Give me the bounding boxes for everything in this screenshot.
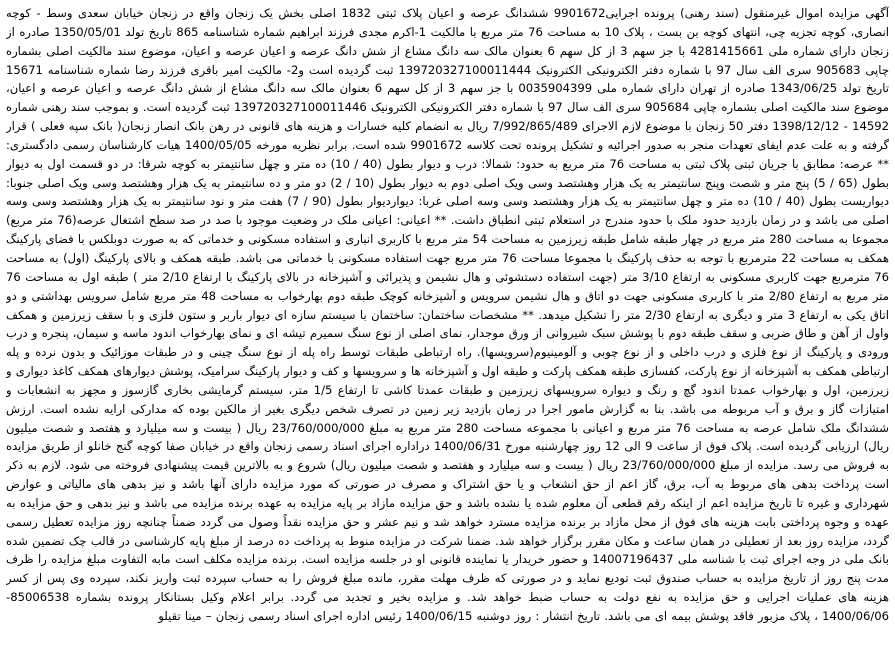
auction-notice-text: آگهی مزایده اموال غیرمنقول (سند رهنی) پرونده اجرایی9901672 ششدانگ عرصه و اعیان پلاک ثبتی 1832 اصلی بخش یک زنجان واقع در زنجان خیابان سعدی وسط - کوچه انصاری، کوچه تجزیه چی، انتهای کوچه بن بست ، پلاک 10 به مساحت 76 متر مربع با مالکیت 1-اکرم مجدی فرزند ابراهیم شماره شناسنامه 865 تاریخ تولد 1350/05/01 صادره از زنجان دارای شماره ملی 4281415661 با جز سهم 3 از کل سهم 6 بعنوان مالک سه دانگ مشاع از شش دانگ عرصه و اعیان عرصه و اعیان، موضوع سند مالکیت اصلی بشماره چاپی 905683 سری الف سال 97 با شماره دفتر الکترونیکی الکترونیک 139720327100011444 ثبت گردیده است و2- مالکیت امیر باقری فرزند رضا شماره شناسنامه 15671 تاریخ تولد 1343/06/25 صادره از تهران دارای شماره ملی 0035904399 با جز سهم 3 از کل سهم 6 بعنوان مالک سه دانگ مشاع از شش دانگ عرصه و اعیان عرصه و اعیان، موضوع سند مالکیت اصلی بشماره چاپی 905684 سری الف سال 97 با شماره دفتر الکترونیکی الکترونیک 139720327100011446 ثبت گردیده است. و بموجب سند رهنی شماره 14592 - 1398/12/12 دفتر 50 زنجان با موضوع لازم الاجرای 7/992/865/489 ریال به انضمام کلیه خسارات و هزینه های قانونی در رهن بانک انصار زنجان( بانک سپه فعلی ) قرار گرفته و به علت عدم ایفای تعهدات منجر به صدور اجرائیه و تشکیل پرونده تحت کلاسه 9901672 شده است. برابر نظریه مورخه 1400/05/05 هیات کارشناسان رسمی دادگستری: ** عرصه: مطابق با جریان ثبتی پلاک ثبتی به مساحت 76 متر مربع به حدود: شمالا: درب و دیوار بطول (40 / 10) ده متر و چهل سانتیمتر به کوچه شرقا: در دو قسمت اول به دیوار بطول (65 / 5) پنج متر و شصت وپنج سانتیمتر به یک هزار وهشتصد وسی ویک اصلی دوم به دیوار بطول (10 / 2) دو متر و ده سانتیمتر به یک هزار وهشتصد وسی ویک اصلی جنوبا: دیواریست بطول (40 / 10) ده متر و چهل سانتیمتر به یک هزار وهشتصد وسی وسه اصلی غربا: دیواردیوار بطول (90 / 7) هفت متر و نود سانتیمتر به یک هزار وهشتصد وسی وسه اصلی می باشد و در زمان بازدید حدود ملک با حدود مندرج در استعلام ثبتی انطباق داشت. ** اعیانی: اعیانی ملک در وضعیت موجود با صد در صد سطح اشتغال عرصه(76 متر مربع) مجموعا به مساحت 280 متر مربع در چهار طبقه شامل طبقه زیرزمین به مساحت 54 متر مربع با کاربری انباری و استفاده مسکونی و خدماتی که به صورت دوبلکس با فضای پارکینگ همکف به مساحت 22 مترمربع با توجه به حذف پارکینگ با مجموعا مساحت 76 متر مربع جهت استفاده مسکونی با خدماتی می باشد. طبقه همکف و بالای پارکینگ (اول) به مساحت 76 مترمربع جهت کاربری مسکونی به ارتفاع 3/10 متر (جهت استفاده دستشوئی و هال نشیمن و پذیرائی و آشپزخانه در بالای پارکینگ با ارتفاع 2/10 متر ) طبقه اول به مساحت 76 متر مربع به ارتفاع 2/80 متر با کاربری مسکونی جهت دو اتاق و هال نشیمن سرویس و آشپزخانه کوچک طبقه دوم بهارخواب به مساحت 48 متر مربع شامل سرویس بهداشتی و دو اتاق یکی به ارتفاع 3 متر و دیگری به ارتفاع 2/30 متر را تشکیل میدهد. ** مشخصات ساختمان: ساختمان با سیستم سازه ای دیوار باربر و ستون فلزی و با سقف زیرزمین و همکف واول از آهن و طاق ضربی و سقف طبقه دوم با پوشش سبک شیروانی از ورق موجدار، نمای اصلی از نوع سنگ سمیرم تیشه ای و نمای بهارخواب اندود ماسه و سیمان، پنجره و درب ورودی و پارکینگ از نوع فلزی و درب داخلی و از نوع چوبی و آلومینیوم(سرویسها). راه ارتباطی طبقات توسط راه پله از نوع سنگ چینی و در طبقات موزائیک و بدون نرده و پله ارتباطی همکف به آشپزخانه از نوع پارکت، کفسازی طبقه همکف پارکت و طبقه اول و آشپزخانه ها و سرویسها و کف و دیوار پارکینگ سرامیک، پوشش دیوارهای همکف کاغذ دیواری و زیرزمین، اول و بهارخواب عمدتا اندود گچ و رنگ و دیواره سرویسهای زیرزمین و طبقات عمدتا کاشی تا ارتفاع 1/5 متر، سیستم گرمایشی بخاری گازسوز و مجهز به انشعابات و امتیازات گاز و برق و آب مربوطه می باشد. بنا به گزارش مامور اجرا در زمان بازدید زیر زمین در تصرف شخص دیگری بغیر از مالکین بوده که مدارکی ارایه نشده است. ارزش ششدانگ ملک شامل عرصه به مساحت 76 متر مربع و اعیانی با مجموعه مساحت 280 متر مربع به مبلغ 23/760/000/000 ریال ( بیست و سه میلیارد و هفتصد و شصت میلیون ریال) ارزیابی گردیده است. پلاک فوق از ساعت 9 الی 12 روز چهارشنبه مورخ 1400/06/31 دراداره اجرای اسناد رسمی زنجان واقع در خیابان صفا کوچه گنج خانلو از طریق مزایده به فروش می رسد. مزایده از مبلغ 23/760/000/000 ریال ( بیست و سه میلیارد و هفتصد و شصت میلیون ریال) شروع و به بالاترین قیمت پیشنهادی فروخته می شود. لازم به ذکر است پرداخت بدهی های مربوط به آب، برق، گاز اعم از حق انشعاب و یا حق اشتراک و مصرف در صورتی که مورد مزایده دارای آنها باشد و نیز بدهی های مالیاتی و عوارض شهرداری و غیره تا تاریخ مزایده اعم از اینکه رقم قطعی آن معلوم شده یا نشده باشد و حق مزایده مازاد بر پایه مزایده به عهده برنده مزایده می باشد و نیز بدهی و حق مزایده به عهده و وجوه پرداختی بابت هزینه های فوق از محل مازاد بر برنده مزایده مسترد خواهد شد و نیم عشر و حق مزایده نقداً وصول می گردد ضمناً چنانچه روز مزایده تعطیل رسمی گردد، مزایده روز بعد از تعطیلی در همان ساعت و مکان مقرر برگزار خواهد شد. ضمنا شرکت در مزایده منوط به پرداخت ده درصد از مبلغ پایه کارشناسی در قالب چک تضمین شده بانک ملی در وجه اجرای ثبت با شناسه ملی 14007196437 و حضور خریدار یا نماینده قانونی او در جلسه مزایده است. برنده مزایده مکلف است مابه التفاوت مبلغ مزایده را ظرف مدت پنج روز از تاریخ مزایده به حساب صندوق ثبت تودیع نماید و در صورتی که ظرف مهلت مقرر، مانده مبلغ فروش را به حساب سپرده ثبت واریز نکند، سپرده وی پس از کسر هزینه های عملیات اجرایی و حق مزایده به نفع دولت به حساب ضبط خواهد شد. و مزایده بخیر و تجدید می گردد. برابر اعلام وکیل بستانکار پرونده بشماره 85006538- 1400/06/06 ، پلاک مزبور فاقد پوشش بیمه ای می باشد. تاریخ انتشار : روز دوشنبه 1400/06/15 رئیس اداره اجرای اسناد رسمی زنجان – مینا تقیلو [6, 6, 889, 623]
auction-notice-document [6, 4, 889, 667]
